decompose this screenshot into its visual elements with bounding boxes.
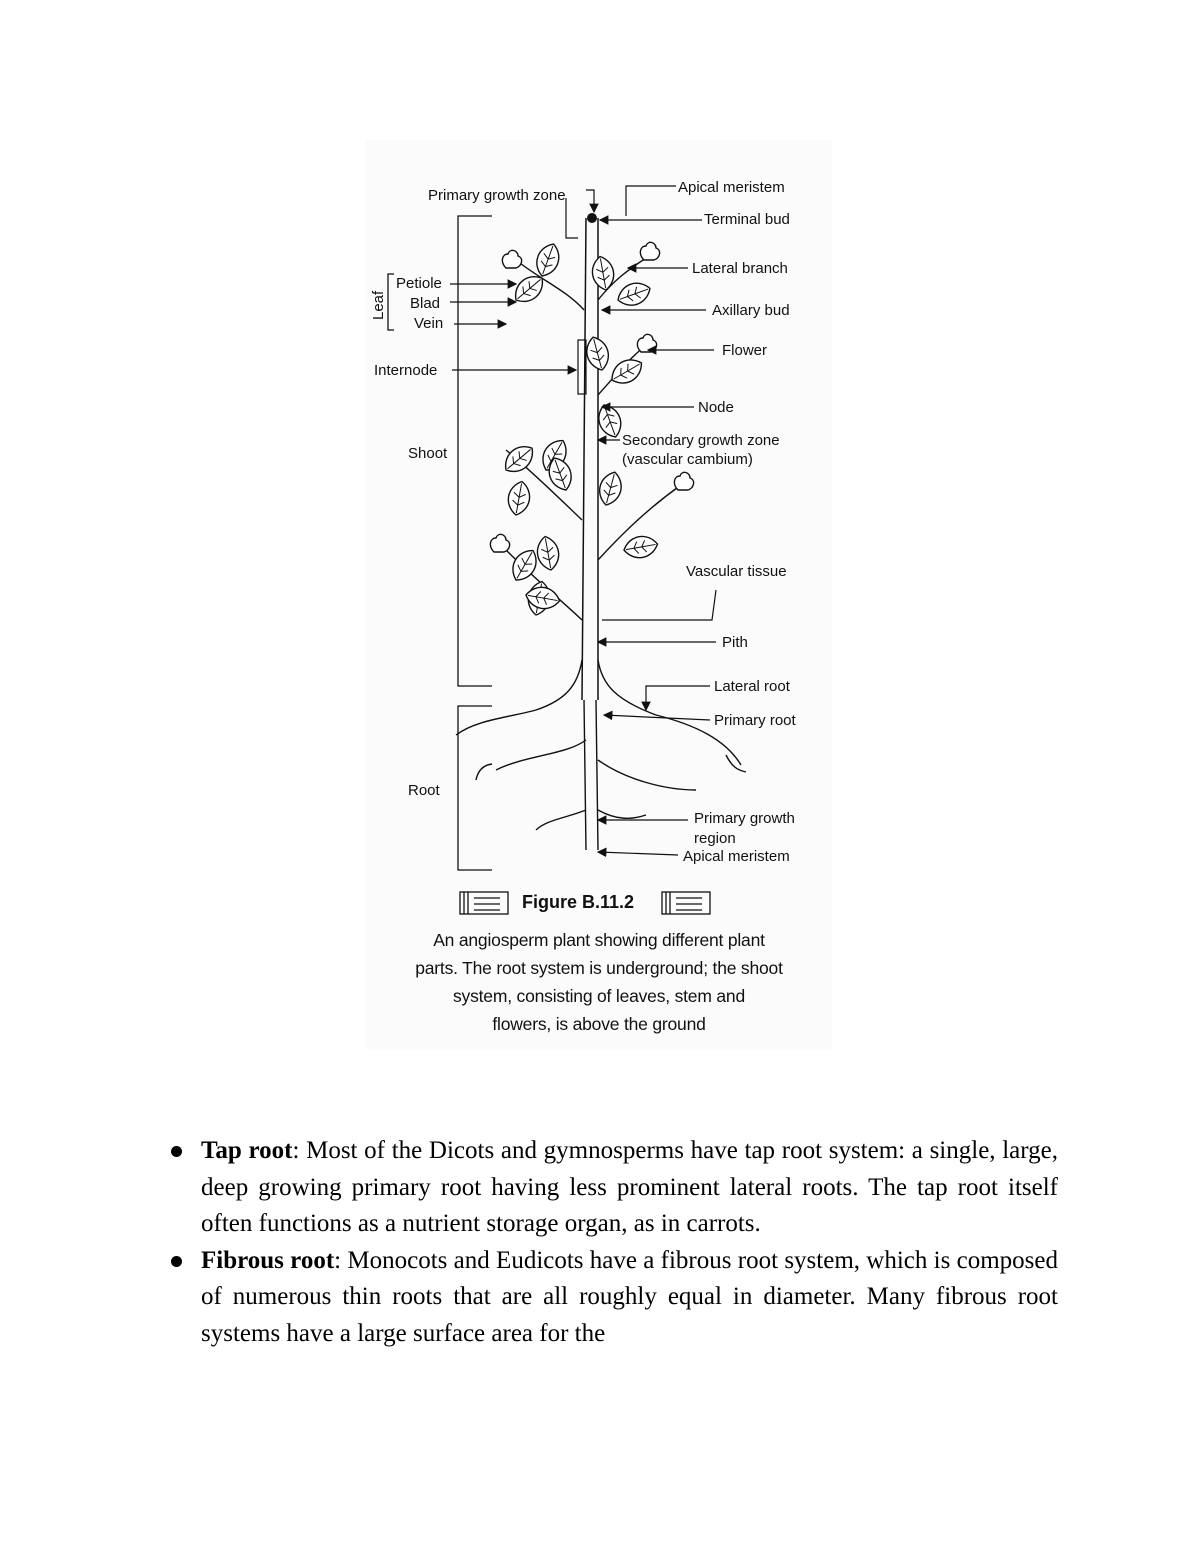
label-lateral-root: Lateral root (714, 678, 790, 695)
label-internode: Internode (374, 362, 438, 379)
label-secondary-growth-zone: Secondary growth zone (622, 432, 780, 449)
label-root: Root (408, 782, 440, 799)
label-primary-growth-region-2: region (694, 830, 736, 847)
leaves (499, 240, 659, 616)
label-shoot: Shoot (408, 445, 448, 462)
label-axillary-bud: Axillary bud (712, 302, 790, 319)
label-primary-growth-region-1: Primary growth (694, 810, 795, 827)
list-item-fibrous-root (166, 1243, 1058, 1353)
label-petiole: Petiole (396, 275, 442, 292)
label-apical-meristem-bottom: Apical meristem (683, 848, 790, 865)
definition-tap-root: : Most of the Dicots and gymnosperms have tap root system: a single, large, deep growing primary root having less prominent lateral roots. The tap root itself often functions as a nutrient storage organ, as in carrots. (201, 1137, 1058, 1238)
label-terminal-bud: Terminal bud (704, 211, 790, 228)
label-vein: Vein (414, 315, 444, 332)
label-pith: Pith (722, 634, 748, 651)
label-leaf: Leaf (370, 290, 387, 320)
bullet-icon (171, 1256, 182, 1267)
label-primary-root: Primary root (714, 712, 796, 729)
caption-line: parts. The root system is underground; the shoot (415, 958, 783, 978)
definition-fibrous-root: : Monocots and Eudicots have a fibrous root system, which is composed of numerous thin roots that are all roughly equal in diameter. Many fibrous root systems have a large surface area for the (201, 1246, 1058, 1347)
label-blade: Blad (410, 295, 441, 312)
label-flower: Flower (722, 342, 768, 359)
label-primary-growth-zone: Primary growth zone (428, 187, 566, 204)
bullet-icon (171, 1146, 182, 1157)
label-vascular-tissue: Vascular tissue (686, 563, 787, 580)
figure-title: Figure B.11.2 (522, 892, 635, 912)
term-fibrous-root: Fibrous root (201, 1246, 335, 1274)
figure-caption (366, 926, 832, 1038)
label-lateral-branch: Lateral branch (692, 260, 788, 277)
book-icon (662, 892, 710, 914)
term-tap-root: Tap root (201, 1137, 293, 1164)
stem (578, 213, 598, 700)
plant-figure (366, 140, 832, 1050)
label-vascular-cambium: (vascular cambium) (622, 451, 753, 468)
list-item-tap-root (166, 1133, 1058, 1243)
plant-diagram (366, 140, 832, 920)
caption-line: An angiosperm plant showing different plant (433, 930, 765, 950)
root-types-list (166, 1133, 1058, 1353)
book-icon (460, 892, 508, 914)
caption-line: system, consisting of leaves, stem and (453, 986, 745, 1006)
label-apical-meristem: Apical meristem (678, 179, 785, 196)
caption-line: flowers, is above the ground (492, 1014, 706, 1034)
label-node: Node (698, 399, 734, 416)
